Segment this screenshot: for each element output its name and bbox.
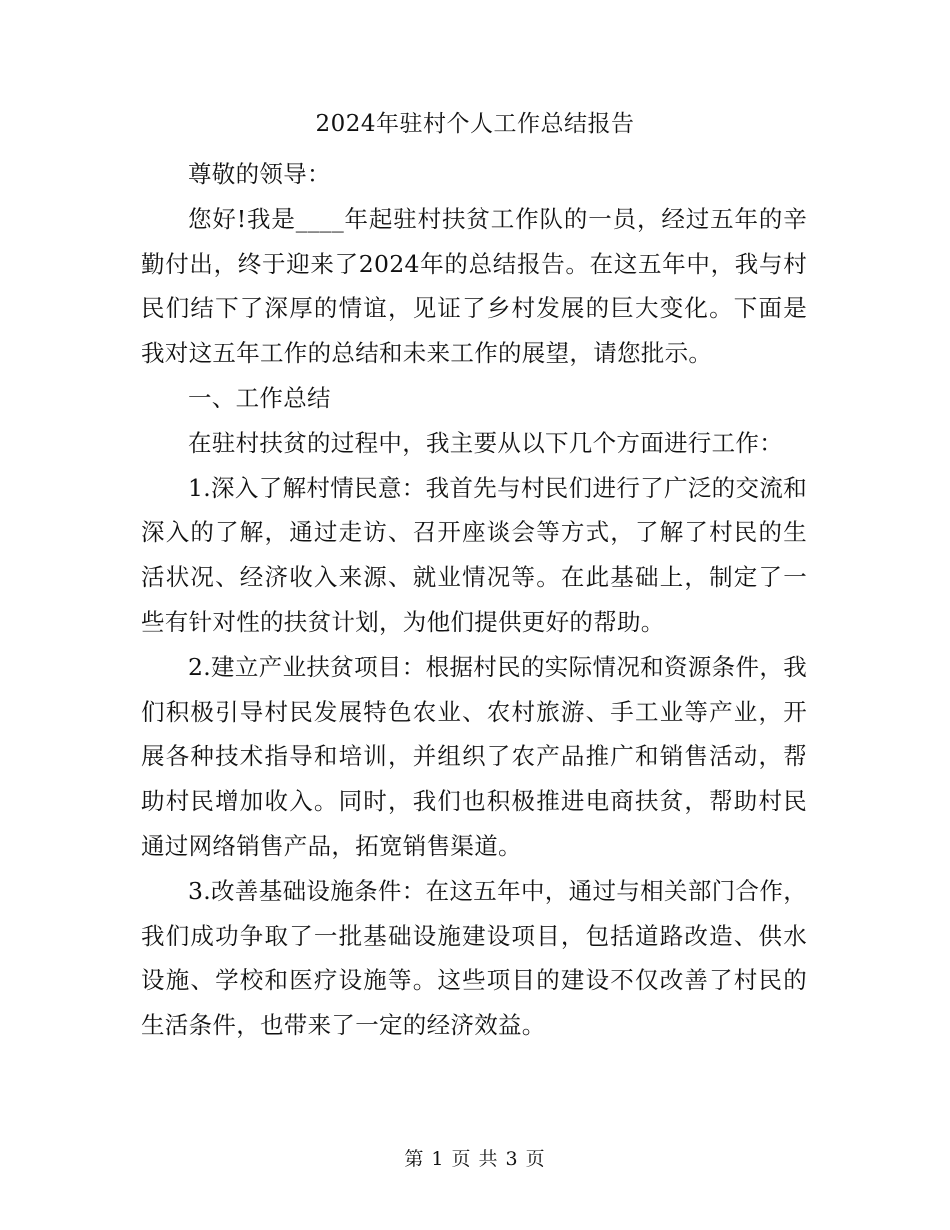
intro-paragraph: 您好!我是____年起驻村扶贫工作队的一员，经过五年的辛勤付出，终于迎来了2024年的总结报告。在这五年中，我与村民们结下了深厚的情谊，见证了乡村发展的巨大变化。下面是我对这五年工作的总结和未来工作的展望，请您批示。 [141, 204, 807, 368]
document-body [141, 152, 807, 1048]
item-paragraph-3: 3.改善基础设施条件：在这五年中，通过与相关部门合作，我们成功争取了一批基础设施建设项目，包括道路改造、供水设施、学校和医疗设施等。这些项目的建设不仅改善了村民的生活条件，也带来了一定的经济效益。 [141, 876, 807, 1040]
item-paragraph-2: 2.建立产业扶贫项目：根据村民的实际情况和资源条件，我们积极引导村民发展特色农业、农村旅游、手工业等产业，开展各种技术指导和培训，并组织了农产品推广和销售活动，帮助村民增加收入。同时，我们也积极推进电商扶贫，帮助村民通过网络销售产品，拓宽销售渠道。 [141, 652, 807, 860]
section-intro-paragraph: 在驻村扶贫的过程中，我主要从以下几个方面进行工作： [188, 428, 783, 457]
document-title: 2024年驻村个人工作总结报告 [315, 111, 635, 137]
section-heading-work-summary: 一、工作总结 [188, 383, 331, 412]
item-paragraph-1: 1.深入了解村情民意：我首先与村民们进行了广泛的交流和深入的了解，通过走访、召开座谈会等方式，了解了村民的生活状况、经济收入来源、就业情况等。在此基础上，制定了一些有针对性的扶贫计划，为他们提供更好的帮助。 [141, 473, 807, 636]
page-number-footer: 第 1 页 共 3 页 [404, 1148, 546, 1170]
salutation: 尊敬的领导： [188, 160, 331, 188]
